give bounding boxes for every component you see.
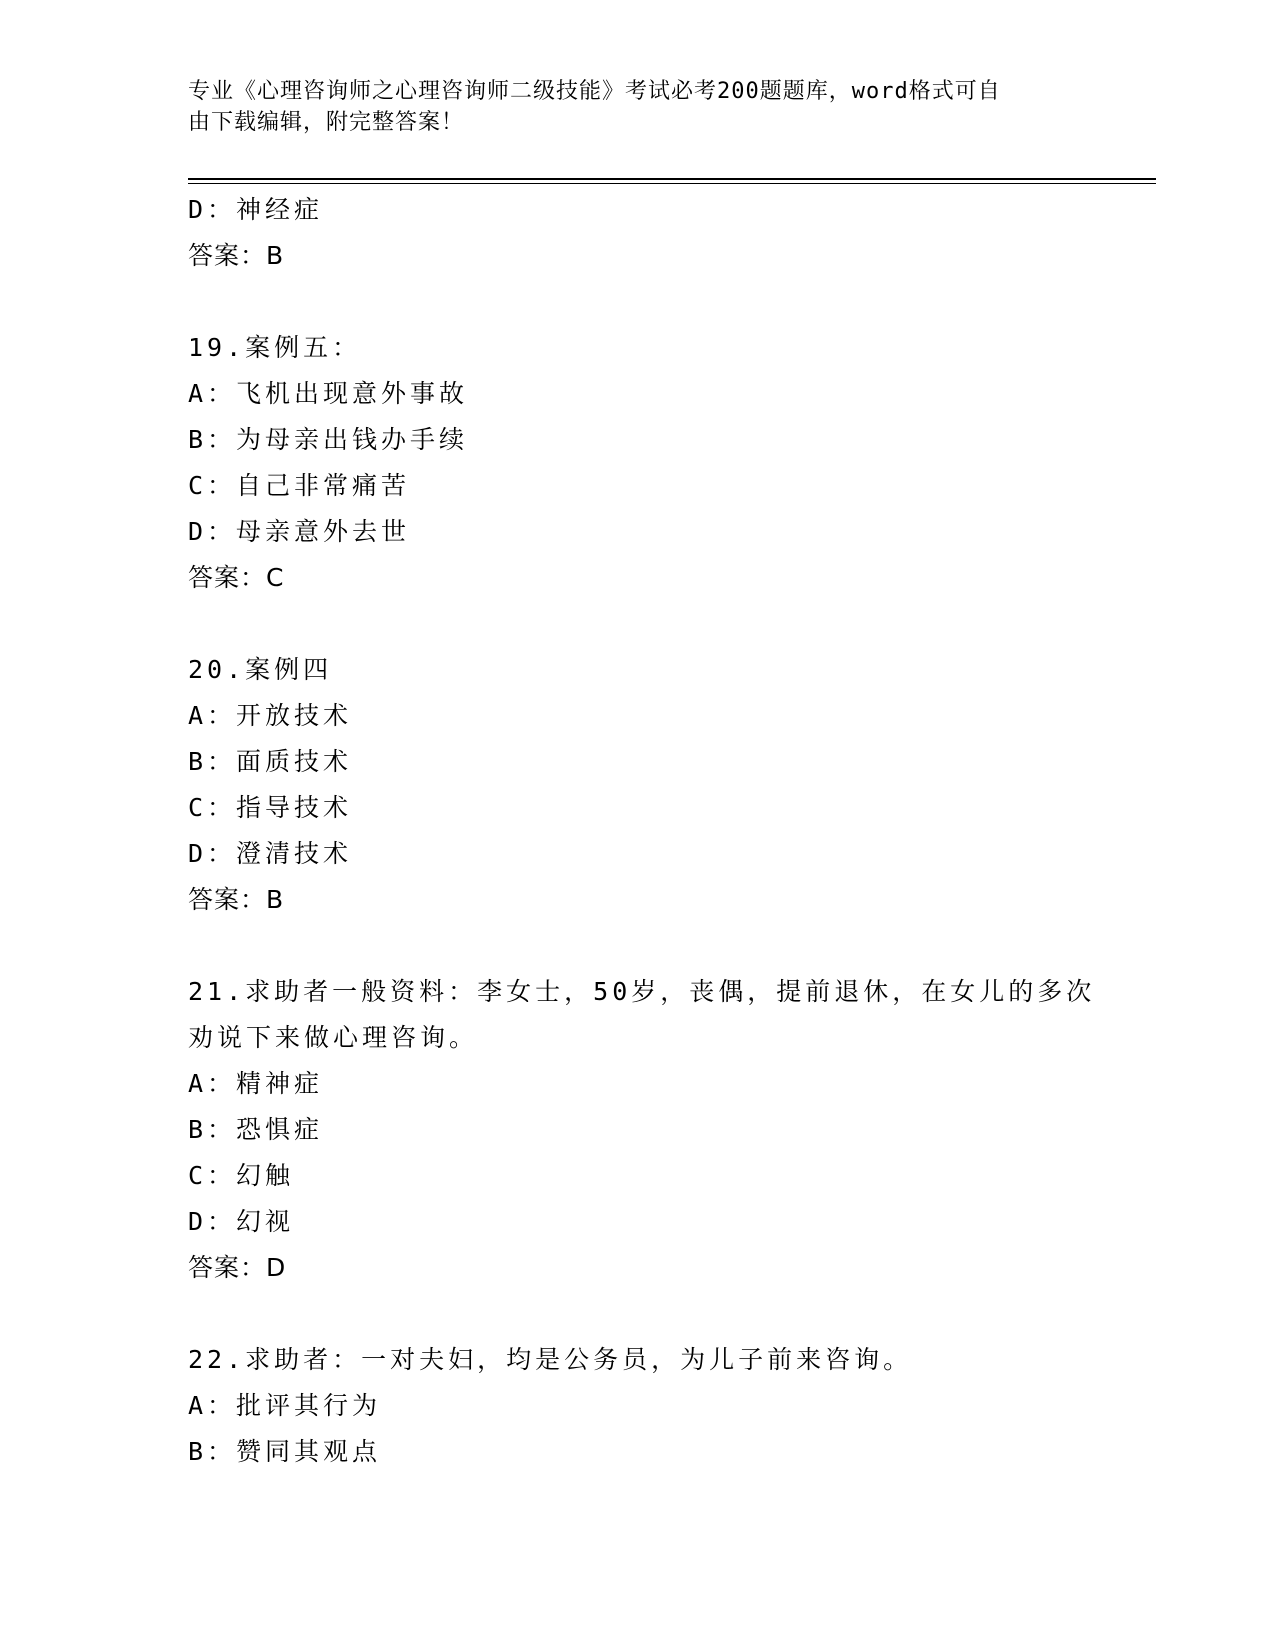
option-c: C：自己非常痛苦 [188,471,411,500]
header-line-1: 专业《心理咨询师之心理咨询师二级技能》考试必考200题题库，word格式可自 [188,79,1001,104]
option-c: C：指导技术 [188,793,353,822]
question-20 [188,647,1156,923]
question-stem: 20.案例四 [188,655,333,684]
answer: 答案：C [188,563,285,592]
question-stem: 19.案例五： [188,333,362,362]
option-b: B：恐惧症 [188,1115,324,1144]
question-18-tail [188,187,1156,279]
question-19 [188,325,1156,601]
question-stem-line-1: 21.求助者一般资料：李女士，50岁，丧偶，提前退休，在女儿的多次 [188,977,1096,1006]
header-rule-thin [188,183,1156,184]
option-a: A：飞机出现意外事故 [188,379,469,408]
option-c: C：幻触 [188,1161,295,1190]
header-rule-thick [188,178,1156,180]
option-a: A：批评其行为 [188,1391,382,1420]
header-line-2: 由下载编辑，附完整答案！ [188,110,465,135]
option-d: D：母亲意外去世 [188,517,411,546]
option-d: D：神经症 [188,195,324,224]
question-list [188,187,1156,1475]
option-b: B：赞同其观点 [188,1437,382,1466]
option-b: B：面质技术 [188,747,353,776]
question-stem-line-2: 劝说下来做心理咨询。 [188,1023,479,1052]
option-d: D：幻视 [188,1207,295,1236]
answer: 答案：B [188,885,285,914]
question-21 [188,969,1156,1291]
document-header [188,76,1068,138]
question-stem: 22.求助者：一对夫妇，均是公务员，为儿子前来咨询。 [188,1345,913,1374]
option-a: A：精神症 [188,1069,324,1098]
option-b: B：为母亲出钱办手续 [188,425,469,454]
answer: 答案：D [188,1253,287,1282]
option-a: A：开放技术 [188,701,353,730]
answer: 答案：B [188,241,285,270]
question-22 [188,1337,1156,1475]
option-d: D：澄清技术 [188,839,353,868]
